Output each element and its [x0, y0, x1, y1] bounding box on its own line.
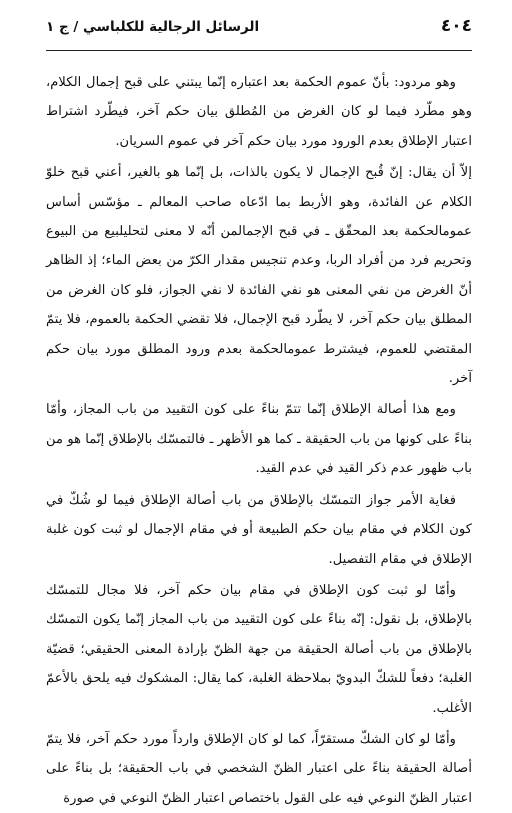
paragraph: وأمّا لو ثبت كون الإطلاق في مقام بيان حكم آخر، فلا مجال للتمسّك بالإطلاق، بل نقول: إنّه بناءً على كون التقييد من باب المجاز إنّما يكون التمسّك بالإطلاق من باب أصالة الحقيقة من جهة الظنّ بإرادة المعنى الحقيقي؛ قضيّة الغلبة؛ دفعاً للشكّ البدويّ بملاحظة الغلبة، كما يقال: المشكوك فيه يلحق بالأعمّ الأغلب. [46, 582, 472, 716]
paragraph: وأمّا لو كان الشكّ مستقرّاً، كما لو كان الإطلاق وارداً مورد حكم آخر، فلا يتمّ أصالة الحقيقة بناءً على اعتبار الظنّ الشخصي في باب الحقيقة؛ بل بناءً على اعتبار الظنّ النوعي فيه على القول باختصاص اعتبار الظنّ النوعي في صورة [46, 731, 472, 806]
paragraph: وهو مردود: بأنّ عموم الحكمة بعد اعتباره إنّما يبتني على قبح إجمال الكلام، وهو مطّرد فيما لو كان الغرض من المُطلق بيان حكم آخر، فيطّرد اشتراط اعتبار الإطلاق بعدم الورود مورد بيان حكم آخر في عموم السريان. [46, 75, 472, 149]
body-text [46, 68, 472, 813]
page-header [46, 16, 472, 51]
page-number: ٤٠٤ [440, 16, 472, 36]
paragraph: إلاّ أن يقال: إنّ قُبح الإجمال لا يكون بالذات، بل إنّما هو بالغير، أعني قبح خلوّ الكلام عن الفائدة، وهو الأربط بما ادّعاه صاحب المعالم ـ مؤسّس أساس عمومالحكمة بعد المحقّق ـ في قبح الإجمالمن أنّه لا معنى لتحليلبيع من البيوع وتحريم فرد من أفراد الربا، وعدم تنجيس مقدار الكرّ من بعض الماء؛ إذ الظاهر أنّ الغرض من نفي المعنى هو نفي الفائدة لا نفي الجواز، فلو كان الغرض من المطلق بيان حكم آخر، لا يطّرد قبح الإجمال، فلا تقضي الحكمة بالعموم، فلا يتمّ المقتضي للعموم، فيشترط عمومالحكمة بعدم ورود المطلق مورد بيان حكم آخر. [46, 165, 472, 387]
paragraph: ومع هذا أصالة الإطلاق إنّما تتمّ بناءً على كون التقييد من باب المجاز، وأمّا بناءً على كونها من باب الحقيقة ـ كما هو الأظهر ـ فالتمسّك بالإطلاق إنّما هو من باب ظهور عدم ذكر القيد في عدم القيد. [46, 402, 472, 477]
running-title: الرسائل الرجالية للكلباسي / ج ١ [46, 19, 260, 35]
paragraph: فغاية الأمر جواز التمسّك بالإطلاق من باب أصالة الإطلاق فيما لو شُكّ في كون الكلام في مقام بيان حكم الطبيعة أو في مقام الإجمال لو ثبت كون غلبة الإطلاق في مقام التفصيل. [46, 492, 472, 567]
